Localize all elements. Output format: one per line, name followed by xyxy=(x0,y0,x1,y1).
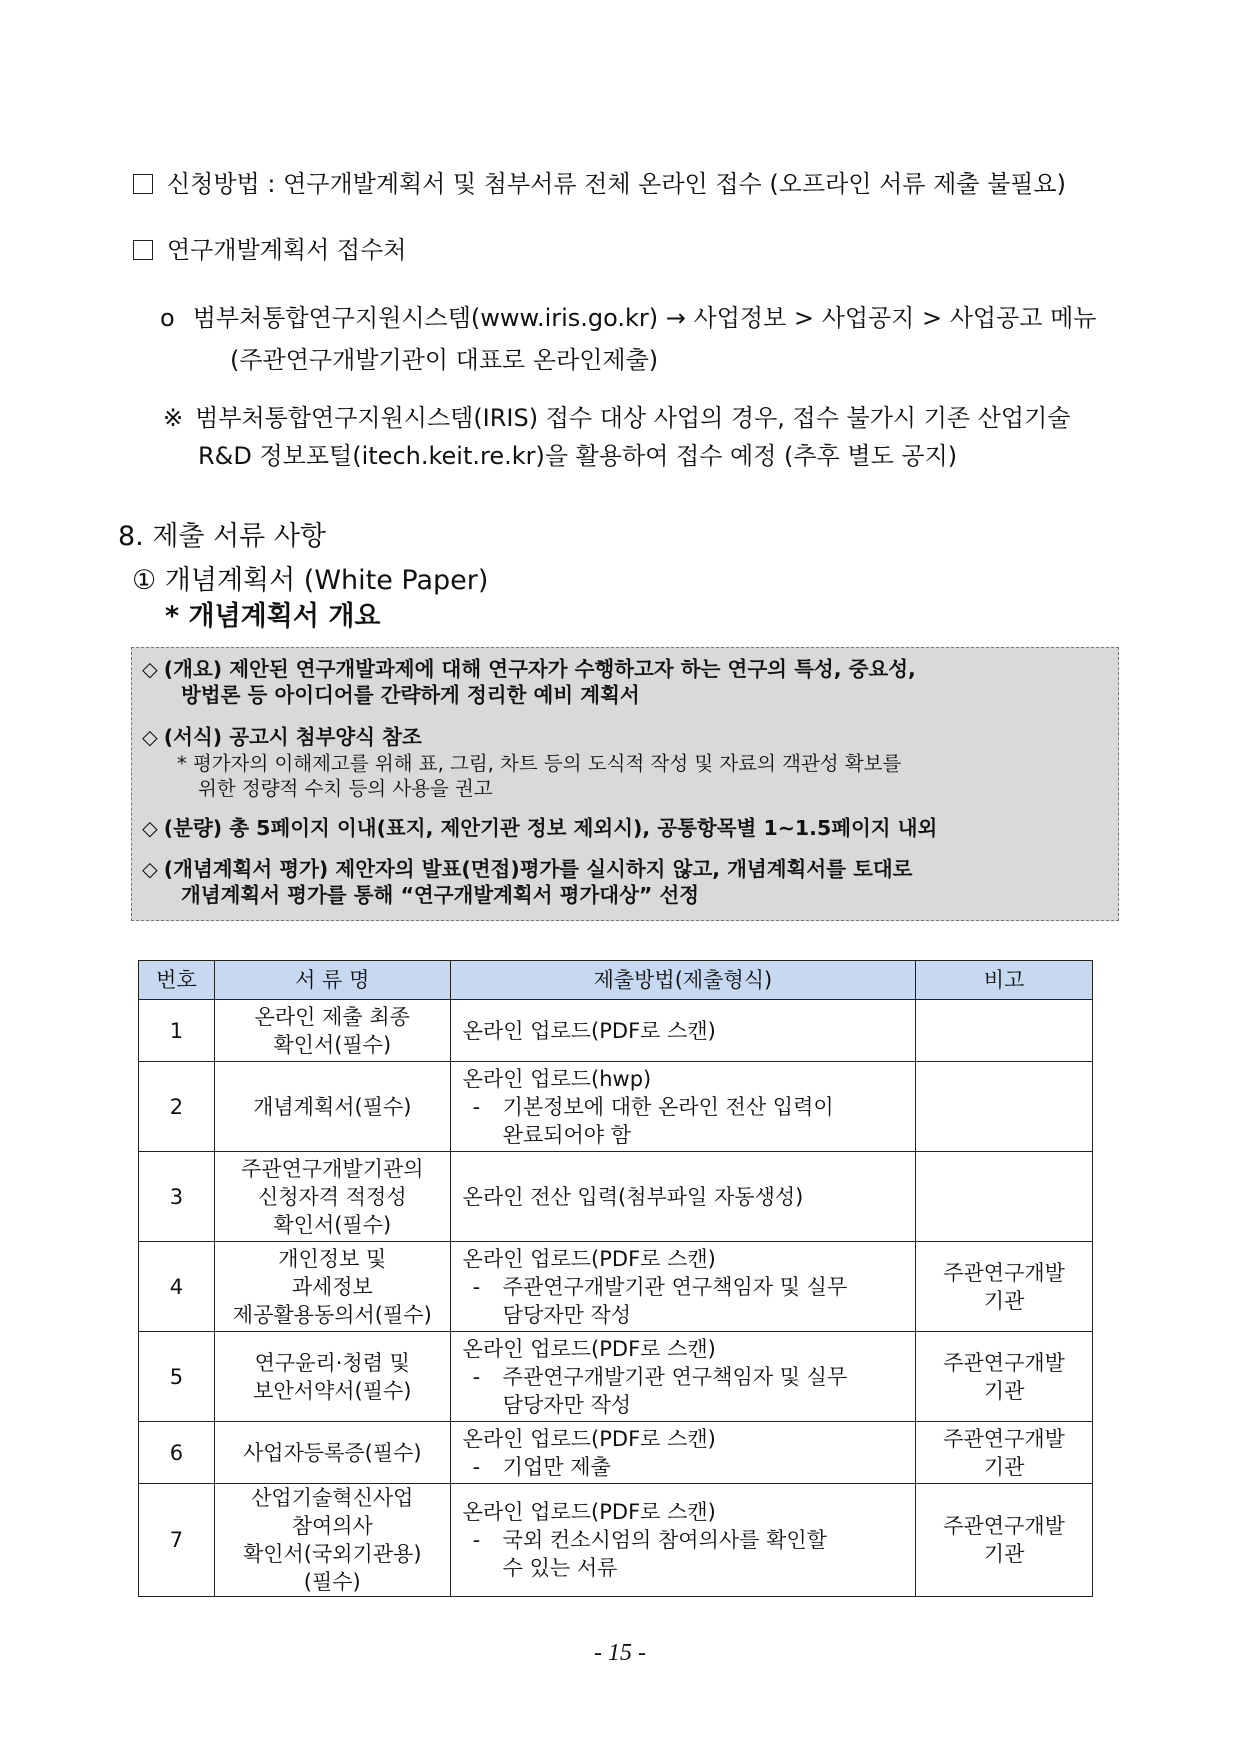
submission-method xyxy=(450,1422,916,1484)
overview-note: * 평가자의 이해제고를 위해 표, 그림, 차트 등의 도식적 작성 및 자료의 객관성 확보를 xyxy=(177,752,902,775)
table-row xyxy=(139,1484,1093,1597)
remark-line: 주관연구개발 xyxy=(943,1350,1065,1375)
section-title: 8. 제출 서류 사항 xyxy=(118,521,327,552)
method-sub xyxy=(463,1093,908,1149)
row-number: 2 xyxy=(139,1062,215,1152)
diamond-icon: ◇ xyxy=(142,857,158,881)
submission-method xyxy=(450,1152,916,1242)
document-name-line: 주관연구개발기관의 xyxy=(241,1156,424,1181)
document-name-line: 과세정보 xyxy=(291,1274,373,1299)
remark-line: 기관 xyxy=(983,1288,1025,1313)
submission-method xyxy=(450,1484,916,1597)
document-name xyxy=(214,1242,450,1332)
receiver-item xyxy=(133,234,406,266)
documents-table xyxy=(138,960,1093,1597)
remark xyxy=(916,1152,1093,1242)
method-sub-line: 기업만 제출 xyxy=(502,1454,611,1479)
method-sub-line: 주관연구개발기관 연구책임자 및 실무 xyxy=(502,1274,848,1299)
row-number: 7 xyxy=(139,1484,215,1597)
document-name xyxy=(214,1152,450,1242)
remark-line: 기관 xyxy=(983,1542,1025,1566)
submission-method xyxy=(450,1332,916,1422)
document-name-line: 연구윤리·청렴 및 xyxy=(254,1350,410,1375)
document-name xyxy=(214,1000,450,1062)
header-doc-name: 서 류 명 xyxy=(214,961,450,1000)
method-sub xyxy=(463,1453,908,1481)
method-sub-text xyxy=(503,1273,848,1329)
submission-method xyxy=(450,1242,916,1332)
remark-line: 주관연구개발 xyxy=(943,1426,1065,1451)
method-main: 온라인 전산 입력(첨부파일 자동생성) xyxy=(462,1184,804,1209)
iris-line-2: (주관연구개발기관이 대표로 온라인제출) xyxy=(230,346,659,374)
document-name-line: 개념계획서(필수) xyxy=(253,1094,412,1119)
document-name-line: 온라인 제출 최종 xyxy=(254,1004,410,1029)
table-row xyxy=(139,1332,1093,1422)
row-number: 3 xyxy=(139,1152,215,1242)
dash-bullet: - xyxy=(472,1454,481,1479)
diamond-icon: ◇ xyxy=(142,816,158,840)
method-sub-text xyxy=(503,1363,848,1419)
method-sub xyxy=(463,1526,908,1582)
method-sub-line: 수 있는 서류 xyxy=(502,1556,618,1580)
submission-method xyxy=(450,1062,916,1152)
bullet-circle: o xyxy=(160,304,175,332)
document-name-line: 보안서약서(필수) xyxy=(253,1378,412,1403)
method-sub-line: 완료되어야 함 xyxy=(502,1122,632,1147)
submission-method xyxy=(450,1000,916,1062)
diamond-icon: ◇ xyxy=(142,725,158,749)
table-row xyxy=(139,1000,1093,1062)
remark xyxy=(916,1332,1093,1422)
header-no: 번호 xyxy=(139,961,215,1000)
overview-title: * 개념계획서 개요 xyxy=(165,601,381,632)
remark-line: 주관연구개발 xyxy=(943,1260,1065,1285)
row-number: 1 xyxy=(139,1000,215,1062)
document-name-line: 확인서(필수) xyxy=(273,1212,392,1237)
table-header-row xyxy=(139,961,1093,1000)
document-name-line: 개인정보 및 xyxy=(278,1246,387,1271)
remark xyxy=(916,1422,1093,1484)
apply-method-text: 신청방법 : 연구개발계획서 및 첨부서류 전체 온라인 접수 (오프라인 서류 제출 불필요) xyxy=(167,170,1066,198)
dash-bullet: - xyxy=(472,1528,481,1552)
method-sub-line: 기본정보에 대한 온라인 전산 입력이 xyxy=(502,1094,834,1119)
row-number: 4 xyxy=(139,1242,215,1332)
remark xyxy=(916,1062,1093,1152)
table-row xyxy=(139,1152,1093,1242)
document-name-line: 확인서(국외기관용) xyxy=(242,1542,422,1566)
page-number: - 15 - xyxy=(594,1640,646,1666)
document-name-line: 사업자등록증(필수) xyxy=(242,1440,422,1465)
remark-line: 기관 xyxy=(983,1378,1025,1403)
receiver-title: 연구개발계획서 접수처 xyxy=(167,236,407,264)
method-main: 온라인 업로드(PDF로 스캔) xyxy=(462,1336,716,1361)
apply-method-item xyxy=(133,168,1066,200)
overview-paragraph-1: ◇ (개요) 제안된 연구개발과제에 대해 연구자가 수행하고자 하는 연구의 특성, 중요성, xyxy=(142,657,916,681)
method-main: 온라인 업로드(PDF로 스캔) xyxy=(462,1426,716,1451)
table-row xyxy=(139,1242,1093,1332)
method-sub-text xyxy=(503,1526,827,1582)
method-sub-text xyxy=(503,1453,611,1481)
remark xyxy=(916,1242,1093,1332)
remark xyxy=(916,1000,1093,1062)
method-main: 온라인 업로드(PDF로 스캔) xyxy=(462,1500,716,1524)
header-note: 비고 xyxy=(916,961,1093,1000)
method-sub-line: 국외 컨소시엄의 참여의사를 확인할 xyxy=(502,1528,827,1552)
method-main: 온라인 업로드(PDF로 스캔) xyxy=(462,1246,716,1271)
checkbox-square-icon xyxy=(133,240,153,260)
method-sub-line: 담당자만 작성 xyxy=(502,1302,632,1327)
iris-line-1: o 범부처통합연구지원시스템(www.iris.go.kr) → 사업정보 > 사업공지 > 사업공고 메뉴 xyxy=(160,304,1097,332)
checkbox-square-icon xyxy=(133,174,153,194)
row-number: 5 xyxy=(139,1332,215,1422)
overview-paragraph-3: ◇ (분량) 총 5페이지 이내(표지, 제안기관 정보 제외시), 공통항목별 1∼1.5페이지 내외 xyxy=(142,816,938,840)
dash-bullet: - xyxy=(472,1094,481,1119)
remark-line: 기관 xyxy=(983,1454,1025,1479)
note-line-1: ※ 범부처통합연구지원시스템(IRIS) 접수 대상 사업의 경우, 접수 불가시 기존 산업기술 xyxy=(163,404,1071,432)
table-row xyxy=(139,1422,1093,1484)
document-name xyxy=(214,1062,450,1152)
method-sub xyxy=(463,1273,908,1329)
method-sub-text xyxy=(503,1093,834,1149)
method-main: 온라인 업로드(PDF로 스캔) xyxy=(462,1018,716,1043)
document-name-line: 산업기술혁신사업 xyxy=(251,1486,414,1510)
document-name-line: 확인서(필수) xyxy=(273,1032,392,1057)
table-row xyxy=(139,1062,1093,1152)
subsection-title: ① 개념계획서 (White Paper) xyxy=(132,565,489,596)
document-name-line: (필수) xyxy=(303,1570,361,1594)
overview-paragraph-2: ◇ (서식) 공고시 첨부양식 참조 xyxy=(142,725,422,749)
header-method: 제출방법(제출형식) xyxy=(450,961,916,1000)
overview-box: ◇ (개요) 제안된 연구개발과제에 대해 연구자가 수행하고자 하는 연구의 특성, 중요성, 방법론 등 아이디어를 간략하게 정리한 예비 계획서 ◇ (서식) 공고시 첨부양식 참조 * 평가자의 이해제고를 위해 표, 그림, 차트 등의 도식적 작성 및 자료의 객관성 확보를 위한 정량적 수치 등의 사용을 권고 ◇ (분량) 총 5페이지 이내(표지, 제안기관 정보 제외시), 공통항목별 1∼1.5페이지 내외 ◇ (개념계획서 평가) 제안자의 발표(면접)평가를 실시하지 않고, 개념계획서를 토대로 개념계획서 평가를 통해 “연구개발계획서 평가대상” 선정 xyxy=(131,647,1119,921)
method-sub-line: 담당자만 작성 xyxy=(502,1392,632,1417)
dash-bullet: - xyxy=(472,1364,481,1389)
method-sub xyxy=(463,1363,908,1419)
overview-paragraph-4: ◇ (개념계획서 평가) 제안자의 발표(면접)평가를 실시하지 않고, 개념계획서를 토대로 xyxy=(142,857,913,881)
document-name-line: 신청자격 적정성 xyxy=(257,1184,407,1209)
document-name-line: 제공활용동의서(필수) xyxy=(232,1302,432,1327)
dash-bullet: - xyxy=(472,1274,481,1299)
row-number: 6 xyxy=(139,1422,215,1484)
diamond-icon: ◇ xyxy=(142,657,158,681)
remark-line: 주관연구개발 xyxy=(943,1514,1065,1538)
note-line-2: R&D 정보포털(itech.keit.re.kr)을 활용하여 접수 예정 (추후 별도 공지) xyxy=(198,442,958,470)
document-name xyxy=(214,1484,450,1597)
method-main: 온라인 업로드(hwp) xyxy=(462,1066,652,1091)
document-name-line: 참여의사 xyxy=(291,1514,373,1538)
document-name xyxy=(214,1422,450,1484)
reference-mark: ※ xyxy=(163,404,184,432)
remark xyxy=(916,1484,1093,1597)
method-sub-line: 주관연구개발기관 연구책임자 및 실무 xyxy=(502,1364,848,1389)
document-name xyxy=(214,1332,450,1422)
